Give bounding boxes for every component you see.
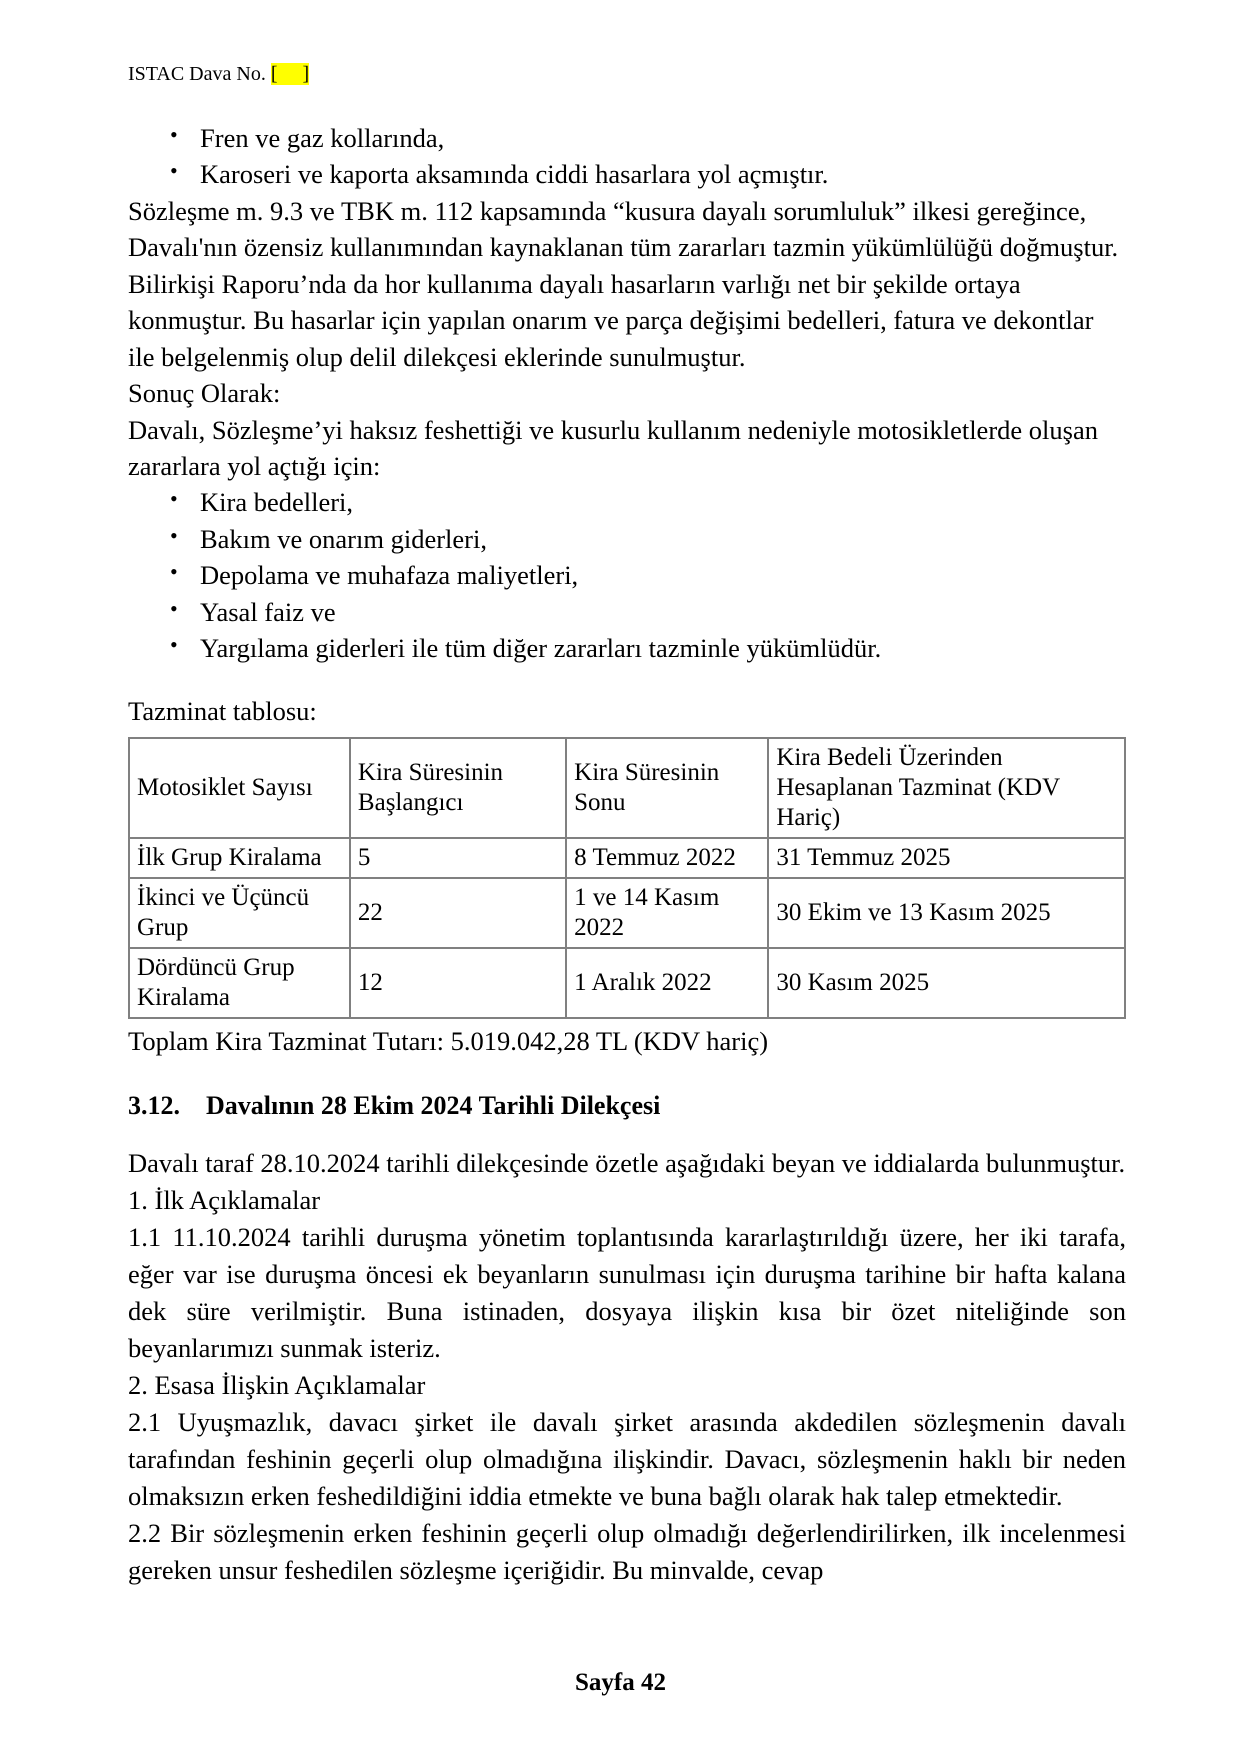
cell-end: 30 Ekim ve 13 Kasım 2025 (768, 878, 1125, 948)
damage-bullet-list (128, 484, 1126, 666)
column-header-compensation: Kira Bedeli Üzerinden Hesaplanan Tazminat (KDV Hariç) (768, 738, 1125, 838)
cell-start: 8 Temmuz 2022 (566, 838, 768, 878)
cell-group: Dördüncü Grup Kiralama (129, 948, 350, 1018)
cell-start: 1 Aralık 2022 (566, 948, 768, 1018)
paragraph-intro: Davalı taraf 28.10.2024 tarihli dilekçesinde özetle aşağıdaki beyan ve iddialarda bulunmuştur. (128, 1148, 1126, 1179)
cell-count: 12 (350, 948, 566, 1018)
column-header-lease-start: Kira Süresinin Başlangıcı (350, 738, 566, 838)
table-header-row (129, 738, 1125, 838)
bullet-text: Fren ve gaz kollarında, (200, 123, 445, 153)
spacer (128, 667, 1126, 693)
list-item (128, 630, 1126, 666)
section-heading (128, 1089, 1126, 1123)
column-header-lease-end: Kira Süresinin Sonu (566, 738, 768, 838)
cell-start: 1 ve 14 Kasım 2022 (566, 878, 768, 948)
table-total-line: Toplam Kira Tazminat Tutarı: 5.019.042,28 TL (KDV hariç) (128, 1026, 769, 1056)
cell-end: 31 Temmuz 2025 (768, 838, 1125, 878)
document-body (128, 120, 1126, 1589)
cell-count: 5 (350, 838, 566, 878)
paragraph-conclusion-label: Sonuç Olarak: (128, 378, 281, 409)
column-header-motorcycle-count: Motosiklet Sayısı (129, 738, 350, 838)
table-row (129, 878, 1125, 948)
list-item (128, 557, 1126, 593)
list-item (128, 521, 1126, 557)
bracket-close: ] (302, 63, 310, 85)
table-row (129, 948, 1125, 1018)
subsection-2-heading: 2. Esasa İlişkin Açıklamalar (128, 1370, 426, 1401)
case-number-label: ISTAC Dava No. (128, 63, 266, 85)
list-item (128, 156, 1126, 192)
table-row (129, 838, 1125, 878)
cell-end: 30 Kasım 2025 (768, 948, 1125, 1018)
bullet-text: Bakım ve onarım giderleri, (200, 523, 487, 554)
top-bullet-list (128, 120, 1126, 193)
compensation-table (128, 737, 1126, 1019)
bullet-text: Yargılama giderleri ile tüm diğer zararları tazminle yükümlüdür. (200, 633, 882, 664)
document-header (128, 62, 1126, 86)
bullet-text: Karoseri ve kaporta aksamında ciddi hasarlara yol açmıştır. (200, 159, 829, 190)
cell-group: İlk Grup Kiralama (129, 838, 350, 878)
paragraph-expert-report: Bilirkişi Raporu’nda da hor kullanıma dayalı hasarların varlığı net bir şekilde ortaya konmuştur. Bu hasarlar için yapılan onarım ve parça değişimi bedelleri, fatura ve dekontlar ile belgelenmiş olup delil dilekçesi eklerinde sunulmuştur. (128, 268, 1094, 372)
list-item (128, 484, 1126, 520)
cell-count: 22 (350, 878, 566, 948)
bracket-open: [ (270, 63, 278, 85)
paragraph-conclusion-intro: Davalı, Sözleşme’yi haksız feshettiği ve kusurlu kullanım nedeniyle motosikletlerde oluşan zararlara yol açtığı için: (128, 414, 1098, 481)
paragraph-2-1: 2.1 Uyuşmazlık, davacı şirket ile davalı şirket arasında akdedilen sözleşmenin davalı tarafından feshinin geçerli olup olmadığına ilişkindir. Davacı, sözleşmenin haklı bir neden olmaksızın erken feshedildiğini iddia etmekte ve buna bağlı olarak hak talep etmektedir. (128, 1406, 1126, 1511)
bullet-text: Depolama ve muhafaza maliyetleri, (200, 560, 579, 591)
bullet-text: Yasal faiz ve (200, 596, 336, 627)
case-number-placeholder (271, 63, 309, 85)
paragraph-2-2: 2.2 Bir sözleşmenin erken feshinin geçerli olup olmadığı değerlendirilirken, ilk incelenmesi gereken unsur feshedilen sözleşme içeriğidir. Bu minvalde, cevap (128, 1517, 1126, 1585)
list-item (128, 120, 1126, 156)
paragraph-liability: Sözleşme m. 9.3 ve TBK m. 112 kapsamında “kusura dayalı sorumluluk” ilkesi gereğince, Davalı'nın özensiz kullanımından kaynaklanan tüm zararları tazmin yükümlülüğü doğmuştur. (128, 195, 1119, 263)
section-number: 3.12. (128, 1091, 180, 1121)
list-item (128, 594, 1126, 630)
section-title: Davalının 28 Ekim 2024 Tarihli Dilekçesi (206, 1091, 661, 1121)
subsection-1-heading: 1. İlk Açıklamalar (128, 1185, 321, 1216)
table-caption: Tazminat tablosu: (128, 695, 317, 726)
page-footer: Sayfa 42 (575, 1669, 666, 1696)
paragraph-1-1: 1.1 11.10.2024 tarihli duruşma yönetim toplantısında kararlaştırıldığı üzere, her iki tarafa, eğer var ise duruşma öncesi ek beyanların sunulması için duruşma tarihine bir hafta kalana dek süre verilmiştir. Buna istinaden, dosyaya ilişkin kısa bir özet niteliğinde son beyanlarımızı sunmak isteriz. (128, 1221, 1126, 1364)
bullet-text: Kira bedelleri, (200, 487, 354, 518)
cell-group: İkinci ve Üçüncü Grup (129, 878, 350, 948)
